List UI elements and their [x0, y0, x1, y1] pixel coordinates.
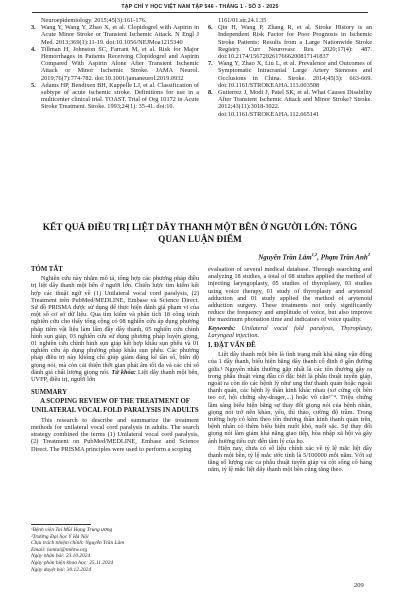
abstract-english-continued: evaluation of several medical database. Through searching and analyzing 18 studies, a total of 08 studies applied the method of injecting laryngoplasty, 05 studies of thyroplasty, 03 studies using voice therapy, 01 study of thyroplasty and arytenoid adduction and 01 study applied the method of arytenoid adduction surgery. These treatments not only significantly reduce the frequency and amplitude of voice, but also improve the maximum phonation time and indicators of voice quality. [208, 266, 372, 324]
reference-entry [208, 24, 372, 61]
abstract-text: Nghiên cứu này nhằm mô tả, tổng hợp các phương pháp điều trị liệt dây thanh một bên ở người lớn. Chiến lược tìm kiếm kết hợp các thuật ngữ về (1) Unilateral vocal cord paralysis, (2) Treatment trên PubMed/MEDLINE, Embase và Science Direct. Sử đồ PRISMA được sử dụng để thực hiện đánh giá phạm vi của một số cơ sở dữ liệu. Qua tìm kiếm và phân tích 18 công trình nghiên cứu cho thấy tổng cộng có 08 nghiên cứu áp dụng phương pháp tiêm vật liệu làm lấm đầy dây thanh, 05 nghiên cứu chỉnh hình sụn giáp, 03 nghiên cứu sử dụng phương pháp luyện giọng, 01 nghiên cứu chỉnh hình sụn giáp kết hợp khâu sụn phễu và 01 nghiên cứu áp dụng phương pháp khâu sụn phễu. Các phương pháp điều trị này không chỉ giúp giảm đáng kể tần số, biên độ giọng nói, mà còn cải thiện thời gian phát âm tối đa và các chỉ số đánh giá chất lượng giọng nói. [31, 275, 199, 376]
reference-text: Gutierrez J, Modi J, Patel SK, et al. What Causes Disability After Transient Ischemic Attack and Minor Stroke? Stroke. 2012;43(11):3018-3022. doi:10.1161/STROKEAHA.112.665141 [218, 89, 372, 118]
footnote-received-date: Ngày nhận bài: 23.10.2024 [31, 553, 91, 560]
main-right-column [208, 266, 372, 474]
summary-heading: SUMMARY [31, 389, 68, 397]
main-left-column [31, 266, 199, 453]
reference-number: 3. [31, 24, 36, 32]
reference-entry [208, 89, 372, 118]
reference-entry [31, 81, 199, 111]
reference-text: Neuroepidemiology. 2015;45(3):161-176. [41, 17, 147, 24]
reference-number: 4. [31, 45, 36, 53]
author-name: Phạm Trần Anh [320, 253, 368, 262]
author-name: Nguyễn Trần Lâm [258, 253, 312, 262]
english-title: A SCOPING REVIEW OF THE TREATMENT OF UNILATERAL VOCAL FOLD PARALYSIS IN ADULTS [31, 398, 199, 414]
reference-number: 8. [208, 89, 213, 97]
reference-number: 7. [208, 60, 213, 68]
article-authors [258, 252, 370, 261]
reference-text: Qin H, Wang P, Zhang R, et al. Stroke History is an Independent Risk Factor for Poor Prognosis in Ischemic Stroke Patients: Results from a Large Nationwide Stroke Registry. Curr Neurovasc Res. 2020;17(4): 487. doi:10.2174/1567202617666200817141837 [218, 24, 372, 61]
header-rule [32, 12, 368, 13]
footnote-accepted-date: Ngày duyệt bài: 30.12.2024 [31, 566, 92, 573]
reference-text: Wang Y, Zhao X, Liu L, et al. Prevalence and Outcomes of Symptomatic Intracranial Large Artery Stenoses and Occlusions in China. Stroke. 2014;45(3): 663-669. doi:10.1161/STROKEAHA.113.003508 [218, 60, 372, 89]
reference-text: 1161/01.str.24.1.35 [218, 17, 267, 24]
abstract-english: This research to describe and summarize the treatment methods for unilateral vocal cord paralysis in adults. The search strategy combined the terms (1) Unilateral vocal cord paralysis, (2) Treatment on PubMed/MEDLINE, Embase and Science Direct. The PRISMA principles were used to perform a scoping [31, 416, 199, 453]
keywords-label: Keywords: [208, 324, 236, 332]
reference-text: Wang Y, Wang Y, Zhao X, et al. Clopidogrel with Aspirin in Acute Minor Stroke or Transient Ischemic Attack. N Engl J Med. 2013;369(1):11-19. doi:10.1056/NEJMoa1215340 [41, 24, 199, 46]
reference-entry [41, 17, 199, 24]
abstract-vietnamese [31, 275, 199, 383]
footnote-affiliation: ¹Bệnh viện Tai Mũi Họng Trung ương [31, 527, 113, 533]
reference-entry [31, 45, 199, 82]
keywords-label: Từ khóa: [111, 368, 136, 376]
author-affiliation: 1,2 [311, 252, 318, 257]
footnote-corresponding-author: Chịu trách nhiệm chính: Nguyễn Trần Lâm [31, 540, 125, 547]
reference-entry [208, 60, 372, 89]
author-separator: , [317, 253, 321, 262]
author-affiliation: 2 [367, 252, 370, 257]
section-heading-introduction: I. ĐẶT VẤN ĐỀ [208, 342, 256, 350]
running-head: TẠP CHÍ Y HỌC VIỆT NAM TẬP 546 - THÁNG 1 - SỐ 3 - 2025 [121, 4, 279, 10]
keywords-text: Unilateral vocal fold paralysis, Thyroplasty, Laryngeal injection. [208, 324, 372, 339]
keywords-text: Liệt dây thanh một bên, UVFP, điều trị, người lớn [31, 368, 199, 384]
references-right-column [208, 17, 372, 118]
footnote-email: Email: lamtai@tmhtw.org [31, 546, 88, 553]
references-left-column [31, 17, 199, 111]
footnotes [31, 524, 199, 573]
introduction-paragraph: Hiện nay, chưa có số liệu chính xác về tỷ lệ mắc liệt dây thanh một bên, tỷ lệ mắc ước tính là 5/100000 mỗi năm. Với sự tăng số lượng các ca phẫu thuật tuyến giáp và cột sống cổ hàng năm, tỷ lệ mắc liệt dây thanh một bên cũng tăng theo. [208, 444, 372, 474]
abstract-heading: TÓM TẮT [31, 266, 63, 273]
reference-text: Tillman H, Johnston SC, Farrant M, et al. Risk for Major Hemorrhages in Patients Receiving Clopidogrel and Aspirin Compared With Aspirin Alone After Transient Ischemic Attack or Minor Ischemic Stroke. JAMA Neurol. 2019;76(7):774-782. doi:10.1001/jamaneurol.2019.0932 [41, 45, 199, 82]
page-number: 209 [354, 582, 364, 589]
footnote-review-date: Ngày phản biện khoa học: 25.11.2024 [31, 559, 114, 566]
reference-number: 5. [31, 81, 36, 89]
reference-entry [31, 24, 199, 46]
footnote-affiliation: ²Trường Đại học Y Hà Nội [31, 533, 89, 540]
keywords-english [208, 325, 372, 339]
introduction-paragraph: Liệt dây thanh một bên là tình trạng mất khả năng vận động của 1 dây thanh, biểu hiện bằng dây thanh cố định ở gần đường giữa.¹ Nguyên nhân thường gặp nhất là các tổn thương gây ra trong phẫu thuật vùng đầu cổ đặc biệt là phẫu thuật tuyến giáp, ngoài ra còn do các bệnh lý như ung thư thanh quản hoặc ngoài thanh quản, các bệnh lý thần kinh khác nhau (xơ cứng cột bên teo cơ, hội chứng shy-drager,...) hoặc vô căn²⁻⁴. Triệu chứng lâm sàng biểu hiện bằng sự thay đổi giọng nói của bệnh nhân, giọng nói trở nên khàn, yếu, thì thào, cường độ trầm. Trong trường hợp có kèm theo tổn thương thần kinh thanh quản trên, bệnh nhân có thêm biểu hiện nuốt khó, nuốt sặc. Sự thay đổi giọng nói làm giảm khả năng giao tiếp, hòa nhập xã hội và gây ảnh hưởng tiêu cực đến tâm lý của họ. [208, 351, 372, 445]
footnote-rule [31, 524, 91, 525]
reference-number: 6. [208, 24, 213, 32]
reference-entry [218, 17, 372, 24]
article-title: KẾT QUẢ ĐIỀU TRỊ LIỆT DÂY THANH MỘT BÊN Ở NGƯỜI LỚN: TỔNG QUAN LUẬN ĐIỂM [42, 223, 358, 245]
reference-text: Adams HP, Bendixen BH, Kappelle LJ, et al. Classification of subtype of acute ischemic stroke. Definitions for use in a multicenter clinical trial. TOAST. Trial of Org 10172 in Acute Stroke Treatment. Stroke. 1993;24(1): 35-41. doi:10. [41, 81, 199, 111]
